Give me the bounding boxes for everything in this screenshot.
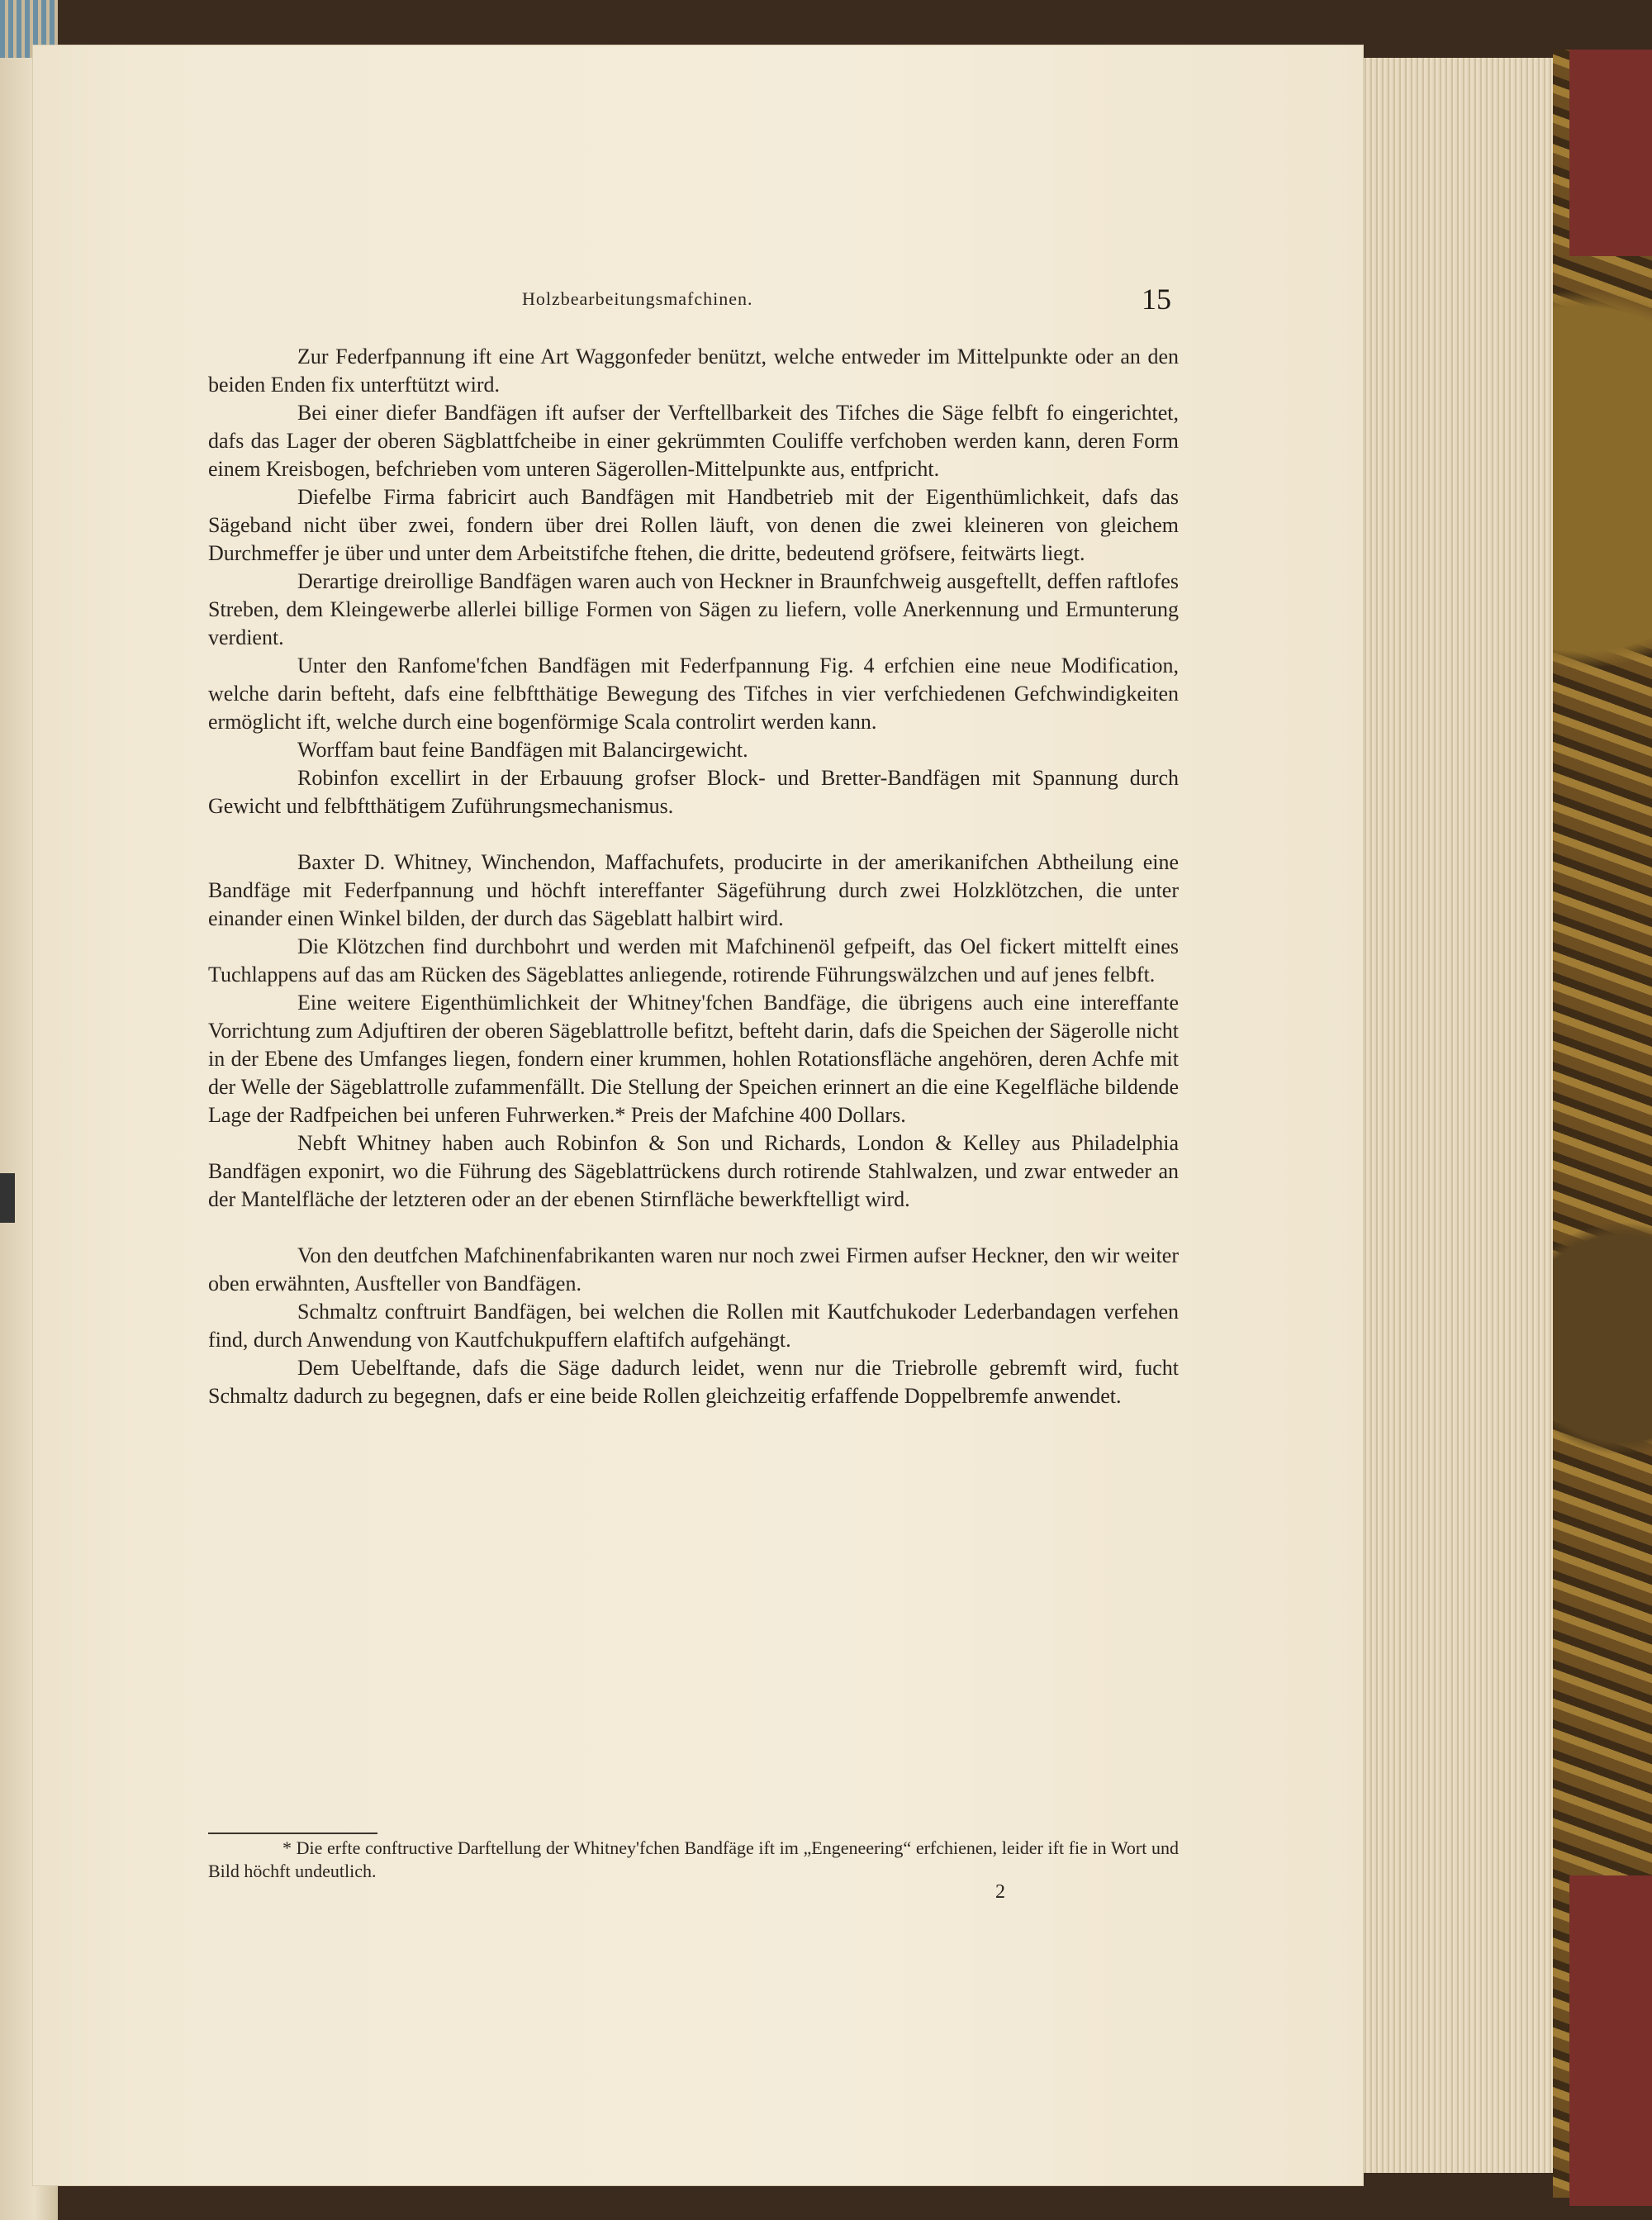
footnote-rule <box>208 1833 377 1834</box>
paragraph: Dem Uebelftande, dafs die Säge dadurch leidet, wenn nur die Triebrolle gebremft wird, fucht Schmaltz dadurch zu begegnen, dafs er eine beide Rollen gleichzeitig erfaffende Doppelbremfe anwendet. <box>208 1356 1179 1408</box>
paragraph: Unter den Ranfome'fchen Bandfägen mit Federfpannung Fig. 4 erfchien eine neue Modification, welche darin befteht, dafs eine felbftthätige Bewegung des Tifches in vier verfchiedenen Gefchwindigkeiten ermöglicht ift, welche durch eine bogenförmige Scala controlirt werden kann. <box>208 654 1179 734</box>
signature-mark: 2 <box>995 1881 1005 1903</box>
paragraph: Worffam baut feine Bandfägen mit Balancirgewicht. <box>297 738 748 762</box>
paragraph: Nebft Whitney haben auch Robinfon & Son und Richards, London & Kelley aus Philadelphia Bandfägen exponirt, wo die Führung des Sägeblattrückens durch rotirende Stahlwalzen, und zwar entweder an der Mantelfläche der letzteren oder an der ebenen Stirnfläche bewerkftelligt wird. <box>208 1131 1179 1211</box>
page-block-edge <box>1363 58 1569 2173</box>
paragraph: Schmaltz conftruirt Bandfägen, bei welchen die Rollen mit Kautfchukoder Lederbandagen verfehen find, durch Anwendung von Kautfchukpuffern elaftifch aufgehängt. <box>208 1300 1179 1352</box>
paragraph: Die Klötzchen find durchbohrt und werden mit Mafchinenöl gefpeift, das Oel fickert mittelft eines Tuchlappens auf das am Rücken des Sägeblattes anliegende, rotirende Führungswälzchen und auf jenes felbft. <box>208 934 1179 986</box>
paragraph: Eine weitere Eigenthümlichkeit der Whitney'fchen Bandfäge, die übrigens auch eine intereffante Vorrichtung zum Adjuftiren der oberen Sägeblattrolle befitzt, befteht darin, dafs die Speichen der Sägerolle nicht in der Ebene des Umfanges liegen, fondern einer krummen, hohlen Rotationsfläche angehören, deren Achfe mit der Welle der Sägeblattrolle zufammenfällt. Die Stellung der Speichen erinnert an die eine Kegelfläche bildende Lage der Radfpeichen bei unferen Fuhrwerken.* Preis der Mafchine 400 Dollars. <box>208 991 1179 1127</box>
paragraph: Zur Federfpannung ift eine Art Waggonfeder benützt, welche entweder im Mittelpunkte oder an den beiden Enden fix unterftützt wird. <box>208 345 1179 397</box>
cover-leather-corner-bottom <box>1569 1875 1652 2206</box>
paragraph: Robinfon excellirt in der Erbauung grofser Block- und Bretter-Bandfägen mit Spannung durch Gewicht und felbftthätigem Zuführungsmechanismus. <box>208 766 1179 818</box>
paragraph: Bei einer diefer Bandfägen ift aufser der Verftellbarkeit des Tifches die Säge felbft fo eingerichtet, dafs das Lager der oberen Sägblattfcheibe in einer gekrümmten Couliffe verfchoben werden kann, deren Form einem Kreisbogen, befchrieben vom unteren Sägerollen-Mittelpunkte aus, entfpricht. <box>208 401 1179 481</box>
adjacent-page-print-mark <box>0 1173 15 1223</box>
page-header <box>33 285 1363 318</box>
footnote <box>208 1837 1179 1883</box>
paragraph: Von den deutfchen Mafchinenfabrikanten waren nur noch zwei Firmen aufser Heckner, den wir weiter oben erwähnten, Ausfteller von Bandfägen. <box>208 1243 1179 1295</box>
running-title: Holzbearbeitungsmafchinen. <box>522 288 753 309</box>
footnote-text: * Die erfte conftructive Darftellung der Whitney'fchen Bandfäge ift im „Engeneering“ erfchienen, leider ift fie in Wort und Bild höchft undeutlich. <box>208 1837 1179 1881</box>
paragraph: Diefelbe Firma fabricirt auch Bandfägen mit Handbetrieb mit der Eigenthümlichkeit, dafs das Sägeband nicht über zwei, fondern über drei Rollen läuft, von denen die zwei kleineren von gleichem Durchmeffer je über und unter dem Arbeitstifche ftehen, die dritte, bedeutend gröfsere, feitwärts liegt. <box>208 485 1179 565</box>
paragraph: Derartige dreirollige Bandfägen waren auch von Heckner in Braunfchweig ausgeftellt, deffen raftlofes Streben, dem Kleingewerbe allerlei billige Formen von Sägen zu liefern, volle Anerkennung und Ermunterung verdient. <box>208 569 1179 649</box>
body-text <box>208 343 1179 1410</box>
cover-leather-corner-top <box>1569 50 1652 256</box>
paragraph: Baxter D. Whitney, Winchendon, Maffachufets, producirte in der amerikanifchen Abtheilung eine Bandfäge mit Federfpannung und höchft intereffanter Sägeführung durch zwei Holzklötzchen, die unter einander einen Winkel bilden, der durch das Sägeblatt halbirt wird. <box>208 850 1179 930</box>
book-page <box>33 45 1363 2185</box>
page-number: 15 <box>1142 283 1171 316</box>
